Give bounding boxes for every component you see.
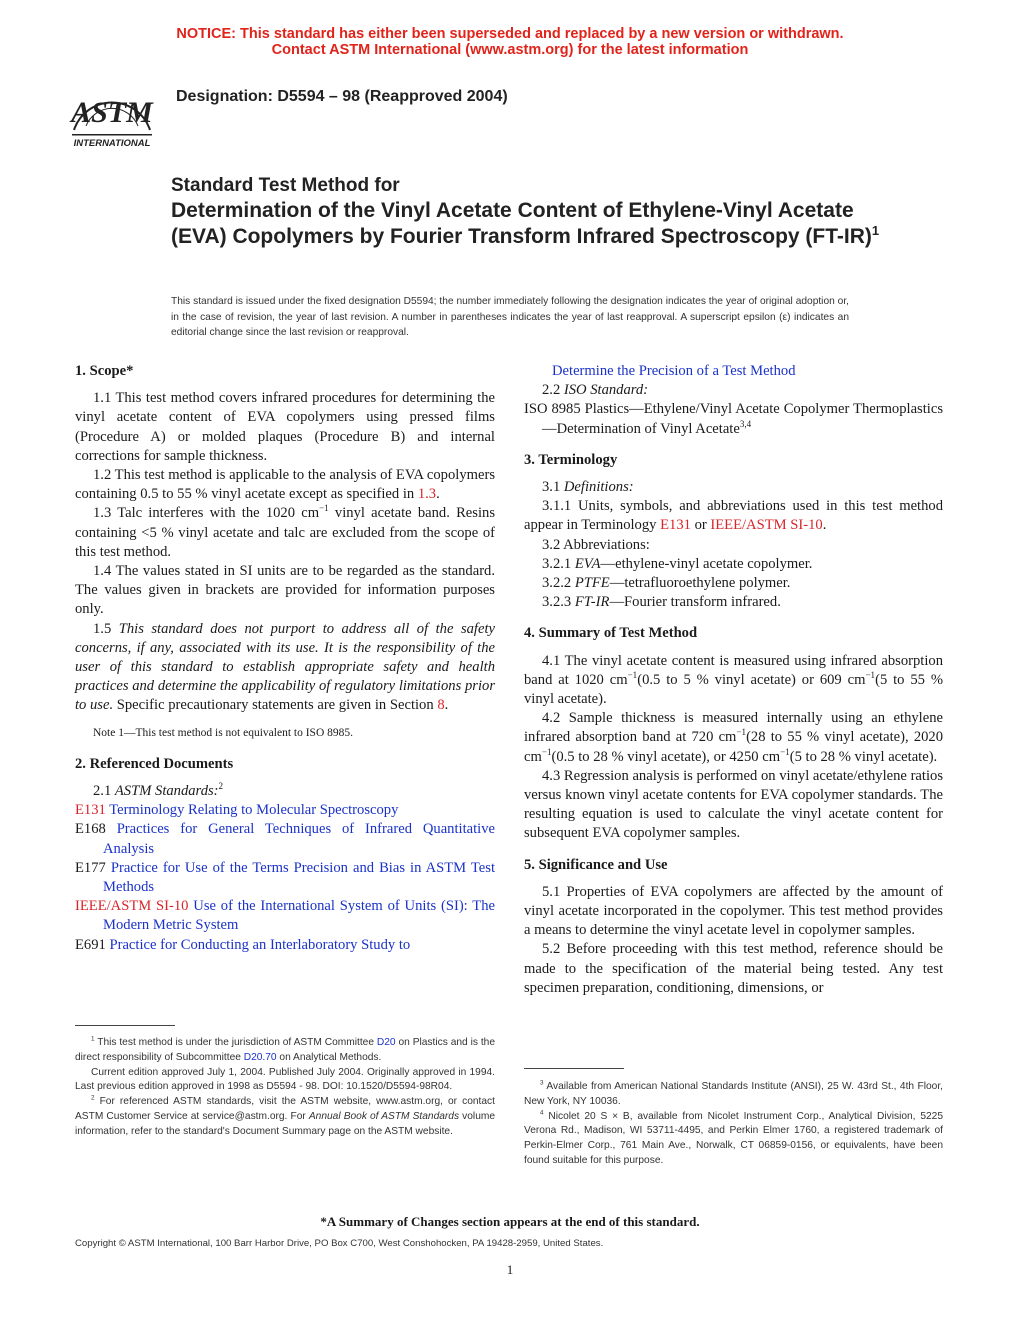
- footnotes-right: [524, 1080, 943, 1169]
- footnotes-left: [75, 1036, 495, 1140]
- footnote-2: $^2$ For referenced ASTM standards, visit the ASTM website, www.astm.org, or contact ASTM Customer Service at service@astm.org. For Annual Book of ASTM Standards volume information, refer to the standard's Document Summary page on the ASTM website.: [75, 1094, 496, 1137]
- footnote-4: $^4$ Nicolet 20 S × B, available from Nicolet Instrument Corp., Analytical Division, 5225 Verona Rd., Madison, WI 53711-4495, and Perkin Elmer 1760, a registered trademark of Perkin-Elmer Corp., 761 Main Ave., Norwalk, CT 06859-0156, or equivalents, have been found suitable for this purpose.: [524, 1109, 943, 1166]
- withdrawal-notice: [0, 26, 1020, 58]
- logo-text: ASTM: [71, 96, 153, 129]
- ref-e691: [75, 936, 495, 955]
- ref-iso-8985: ISO 8985 Plastics—Ethylene/Vinyl Acetate Copolymer Thermoplastics—Determination of Vinyl Acetate$^{3,4}$: [524, 401, 943, 437]
- ref-title-link[interactable]: Practice for Conducting an Interlaboratory Study to: [109, 936, 411, 953]
- link-si10[interactable]: IEEE/ASTM SI-10: [710, 517, 823, 534]
- para-5-2: 5.2 Before proceeding with this test method, reference should be made to the specification of the material being tested. Any test specimen preparation, conditioning, dimensions, or: [524, 941, 943, 996]
- link-section-8[interactable]: 8: [437, 697, 445, 714]
- footnote-1: $^1$ This test method is under the jurisdiction of ASTM Committee D20 on Plastics and is the direct responsibility of Subcommittee D20.70 on Analytical Methods.: [75, 1035, 495, 1063]
- para-4-3: 4.3 Regression analysis is performed on vinyl acetate/ethylene ratios versus known vinyl acetate contents for EVA copolymer standards. The resulting equation is used to calculate the vinyl acetate content for subsequent EVA copolymer samples.: [524, 767, 943, 842]
- ref-si10: [75, 897, 495, 935]
- ref-code: E168: [75, 821, 106, 838]
- footnote-divider-left: [75, 1025, 175, 1026]
- note-1: Note 1—This test method is not equivalent to ISO 8985.: [93, 726, 354, 739]
- para-1-2: 1.2 This test method is applicable to the analysis of EVA copolymers containing 0.5 to 55 % vinyl acetate except as specified in 1.3.: [75, 467, 495, 503]
- link-1-3[interactable]: 1.3: [417, 486, 437, 503]
- ref-code: E177: [75, 859, 106, 876]
- designation: Designation: D5594 – 98 (Reapproved 2004): [176, 88, 508, 105]
- para-4-1: 4.1 The vinyl acetate content is measured using infrared absorption band at 1020 $cm^{-1}(0.5$ to 5 % vinyl acetate) or 609 $cm^{-1}(5$ to 55 % vinyl acetate).: [524, 652, 943, 708]
- section-scope-heading: 1. Scope*: [75, 363, 134, 379]
- footnote-1-edition: Current edition approved July 1, 2004. Published July 2004. Originally approved in 1994. Last previous edition approved in 1998 as D5594 - 98. DOI: 10.1520/D5594-98R04.: [75, 1066, 495, 1093]
- para-3-2-2: 3.2.2 PTFE—tetrafluoroethylene polymer.: [542, 575, 791, 592]
- para-3-2-3: 3.2.3 FT-IR—Fourier transform infrared.: [542, 594, 781, 611]
- section-summary-heading: 4. Summary of Test Method: [524, 625, 698, 642]
- ref-e168: [75, 820, 495, 858]
- right-column: [524, 362, 943, 998]
- notice-line-1: NOTICE: This standard has either been superseded and replaced by a new version or withdrawn.: [176, 26, 844, 42]
- footnote-3: $^3$ Available from American National Standards Institute (ANSI), 25 W. 43rd St., 4th Floor, New York, NY 10036.: [524, 1079, 943, 1107]
- section-refs-heading: 2. Referenced Documents: [75, 755, 234, 772]
- ref-title-link[interactable]: Terminology Relating to Molecular Spectroscopy: [109, 802, 399, 819]
- ref-code-link[interactable]: IEEE/ASTM SI-10: [75, 898, 189, 915]
- summary-of-changes-note: *A Summary of Changes section appears at the end of this standard.: [320, 1214, 700, 1229]
- logo-subtext: INTERNATIONAL: [73, 138, 151, 149]
- issued-statement: This standard is issued under the fixed designation D5594; the number immediately following the designation indicates the year of original adoption or, in the case of revision, the year of last revision. A number in parentheses indicates the year of last reapproval. A superscript epsilon (ε) indicates an editorial change since the last revision or reapproval.: [171, 296, 849, 338]
- page-title: [171, 174, 891, 250]
- notice-line-2: Contact ASTM International (www.astm.org) for the latest information: [271, 42, 749, 58]
- para-5-1: 5.1 Properties of EVA copolymers are affected by the amount of vinyl acetate incorporated in the copolymer. This test method provides a means to determine the vinyl acetate level in copolymer samples.: [524, 883, 943, 939]
- link-e131[interactable]: E131: [660, 517, 691, 534]
- ref-code-link[interactable]: E131: [75, 802, 106, 819]
- copyright: Copyright © ASTM International, 100 Barr Harbor Drive, PO Box C700, West Conshohocken, PA 19428-2959, United States.: [75, 1238, 604, 1249]
- para-3-2: 3.2 Abbreviations:: [542, 536, 650, 553]
- ref-title-link[interactable]: Practices for General Techniques of Infrared Quantitative Analysis: [103, 821, 496, 857]
- section-terminology-heading: 3. Terminology: [524, 451, 618, 468]
- link-d20-70[interactable]: D20.70: [243, 1051, 277, 1063]
- section-significance-heading: 5. Significance and Use: [524, 856, 668, 873]
- link-d20[interactable]: D20: [376, 1037, 396, 1048]
- ref-e691-continued: [524, 362, 943, 381]
- astm-logo-icon: [64, 76, 160, 150]
- ref-title-link[interactable]: Practice for Use of the Terms Precision and Bias in ASTM Test Methods: [103, 859, 496, 896]
- page-number: 1: [506, 1262, 514, 1277]
- para-1-3: 1.3 Talc interferes with the 1020 $cm^{-1}$ vinyl acetate band. Resins containing <5 % vinyl acetate and talc are excluded from the scope of this test method.: [75, 503, 495, 560]
- ref-title-link[interactable]: Use of the International System of Units (SI): The Modern Metric System: [103, 898, 495, 934]
- title-line-1: Standard Test Method for: [171, 175, 400, 196]
- footnote-divider-right: [524, 1068, 624, 1069]
- para-4-2: 4.2 Sample thickness is measured internally using an ethylene infrared absorption band at 720 $cm^{-1}(28$ to 55 % vinyl acetate), 2020 $cm^{-1}(0.5$ to 28 % vinyl acetate), or 4250 $cm^{-1}(5$ to 28 % vinyl acetate).: [524, 710, 944, 765]
- para-3-1: 3.1 Definitions:: [542, 479, 634, 496]
- para-1-5: 1.5 This standard does not purport to address all of the safety concerns, if any, associated with its use. It is the responsibility of the user of this standard to establish appropriate safety and health practices and determine the applicability of regulatory limitations prior to use. Specific precautionary statements are given in Section 8.: [75, 620, 495, 714]
- para-3-1-1: 3.1.1 Units, symbols, and abbreviations used in this test method appear in Terminology E131 or IEEE/ASTM SI-10.: [524, 498, 943, 534]
- title-main: Determination of the Vinyl Acetate Content of Ethylene-Vinyl Acetate (EVA) Copolymers by Fourier Transform Infrared Spectroscopy $(FT-IR)^1$: [171, 199, 880, 248]
- left-column: [75, 362, 495, 955]
- para-1-1: 1.1 This test method covers infrared procedures for determining the vinyl acetate content of EVA copolymers using pressed films (Procedure A) or molded plaques (Procedure B) and internal corrections for sample thickness.: [75, 390, 495, 464]
- para-1-4: 1.4 The values stated in SI units are to be regarded as the standard. The values given in brackets are provided for information purposes only.: [75, 563, 495, 618]
- ref-e131: [75, 801, 495, 820]
- para-2-2: 2.2 ISO Standard:: [542, 382, 649, 399]
- ref-code: E691: [75, 936, 106, 953]
- para-2-1: 2.1 ASTM Standards:$^2$: [93, 781, 224, 800]
- ref-title-link[interactable]: Determine the Precision of a Test Method: [552, 363, 796, 379]
- para-3-2-1: 3.2.1 EVA—ethylene-vinyl acetate copolymer.: [542, 555, 813, 572]
- ref-e177: [75, 859, 495, 897]
